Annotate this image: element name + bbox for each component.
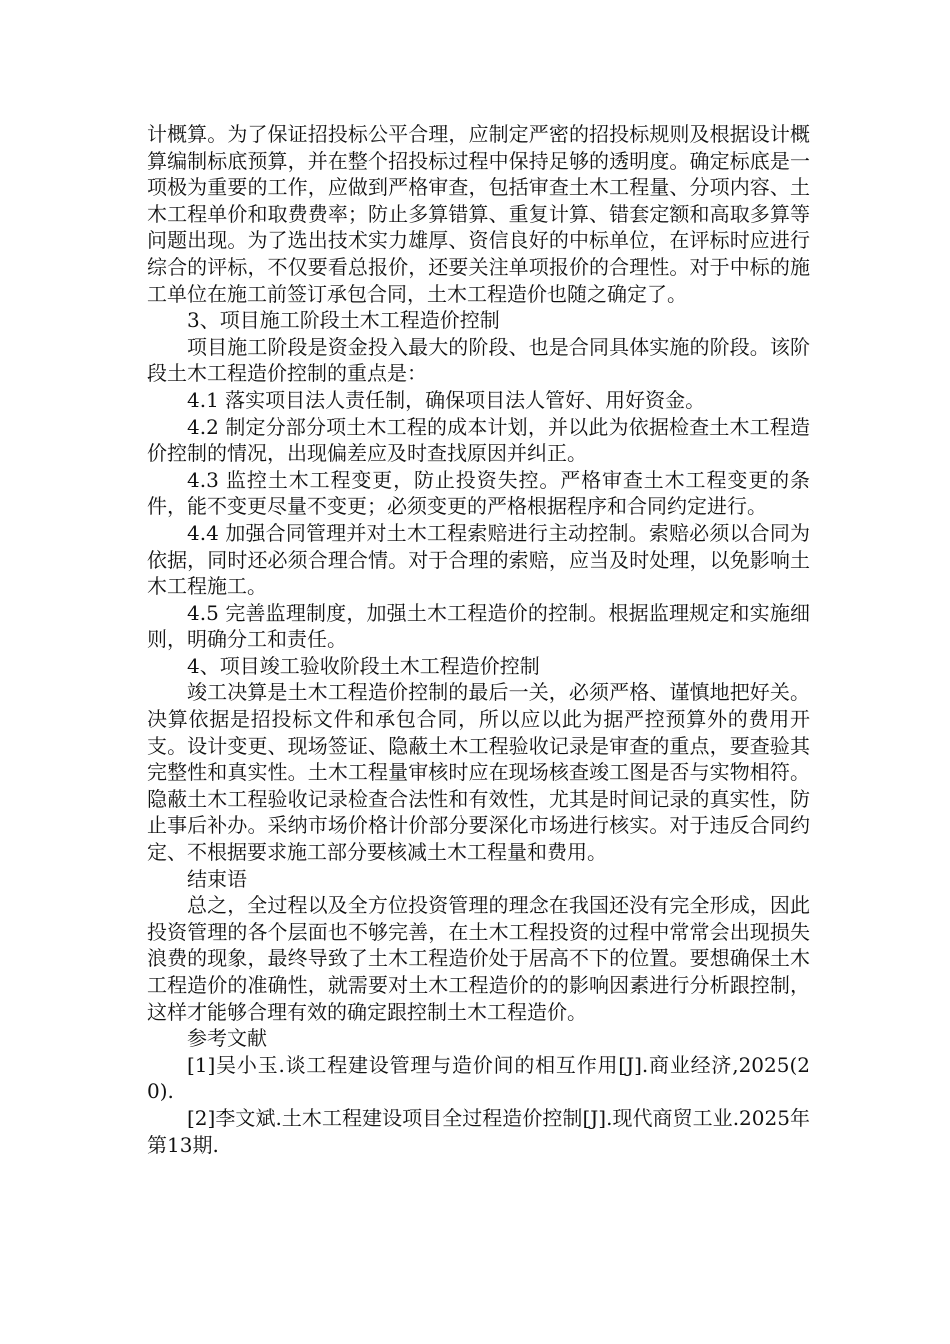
reference-item-1: [1]吴小玉.谈工程建设管理与造价间的相互作用[J].商业经济,2025(20). bbox=[147, 1052, 810, 1104]
reference-item-2: [2]李文斌.土木工程建设项目全过程造价控制[J].现代商贸工业.2025年第13期. bbox=[147, 1105, 810, 1157]
list-item-4-3: 4.3 监控土木工程变更，防止投资失控。严格审查土木工程变更的条件，能不变更尽量不变更；必须变更的严格根据程序和合同约定进行。 bbox=[147, 467, 810, 519]
paragraph-final-accounts: 竣工决算是土木工程造价控制的最后一关，必须严格、谨慎地把好关。决算依据是招投标文件和承包合同，所以应以此为据严控预算外的费用开支。设计变更、现场签证、隐蔽土木工程验收记录是审查的重点，要查验其完整性和真实性。土木工程量审核时应在现场核查竣工图是否与实物相符。隐蔽土木工程验收记录检查合法性和有效性，尤其是时间记录的真实性，防止事后补办。采纳市场价格计价部分要深化市场进行核实。对于违反合同约定、不根据要求施工部分要核减土木工程量和费用。 bbox=[147, 680, 810, 865]
section-heading-construction-stage: 3、项目施工阶段土木工程造价控制 bbox=[187, 308, 500, 333]
section-heading-acceptance-stage: 4、项目竣工验收阶段土木工程造价控制 bbox=[187, 653, 540, 678]
list-item-4-4: 4.4 加强合同管理并对土木工程索赔进行主动控制。索赔必须以合同为依据，同时还必须合理合情。对于合理的索赔，应当及时处理，以免影响土木工程施工。 bbox=[147, 520, 810, 599]
list-item-4-5: 4.5 完善监理制度，加强土木工程造价的控制。根据监理规定和实施细则，明确分工和责任。 bbox=[147, 600, 810, 652]
list-item-4-1: 4.1 落实项目法人责任制，确保项目法人管好、用好资金。 bbox=[187, 387, 706, 412]
heading-conclusion: 结束语 bbox=[187, 866, 247, 891]
paragraph-tender-control: 计概算。为了保证招投标公平合理，应制定严密的招投标规则及根据设计概算编制标底预算，并在整个招投标过程中保持足够的透明度。确定标底是一项极为重要的工作，应做到严格审查，包括审查土木工程量、分项内容、土木工程单价和取费费率；防止多算错算、重复计算、错套定额和高取多算等问题出现。为了选出技术实力雄厚、资信良好的中标单位，在评标时应进行综合的评标，不仅要看总报价，还要关注单项报价的合理性。对于中标的施工单位在施工前签订承包合同，土木工程造价也随之确定了。 bbox=[147, 122, 810, 306]
paragraph-construction-intro: 项目施工阶段是资金投入最大的阶段、也是合同具体实施的阶段。该阶段土木工程造价控制的重点是： bbox=[147, 334, 810, 386]
list-item-4-2: 4.2 制定分部分项土木工程的成本计划，并以此为依据检查土木工程造价控制的情况，出现偏差应及时查找原因并纠正。 bbox=[147, 414, 810, 466]
paragraph-conclusion: 总之，全过程以及全方位投资管理的理念在我国还没有完全形成，因此投资管理的各个层面也不够完善，在土木工程投资的过程中常常会出现损失浪费的现象，最终导致了土木工程造价处于居高不下的位置。要想确保土木工程造价的准确性，就需要对土木工程造价的的影响因素进行分析跟控制，这样才能够合理有效的确定跟控制土木工程造价。 bbox=[147, 893, 810, 1024]
document-body bbox=[147, 121, 810, 1158]
heading-references: 参考文献 bbox=[187, 1026, 267, 1051]
